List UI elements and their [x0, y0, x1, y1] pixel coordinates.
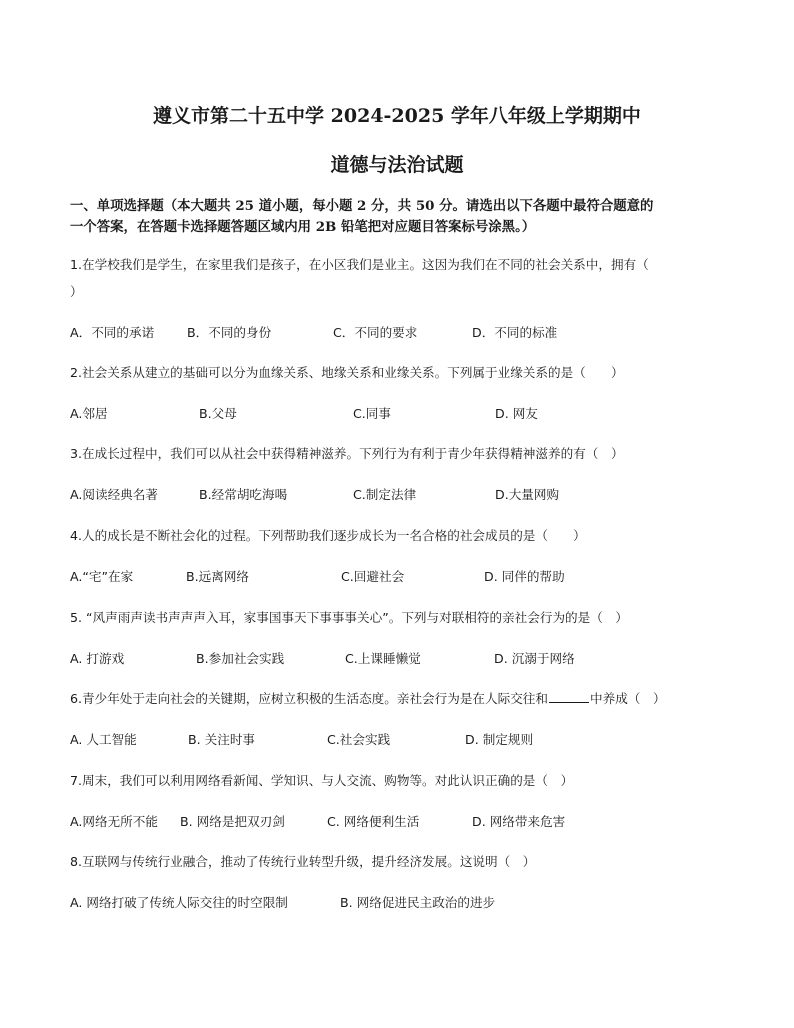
question-8-stem: 8.互联网与传统行业融合，推动了传统行业转型升级，提升经济发展。这说明（ ）: [70, 854, 536, 869]
question-3-option-d: D.大量网购: [495, 487, 560, 502]
question-4-option-b: B.远离网络: [186, 569, 250, 584]
question-7-option-a: A.网络无所不能: [70, 814, 158, 829]
question-6-option-b: B. 关注时事: [188, 732, 256, 747]
question-6-option-a: A. 人工智能: [70, 732, 137, 747]
question-5-option-a: A. 打游戏: [70, 651, 125, 666]
question-7-stem: 7.周末，我们可以利用网络看新闻、学知识、与人交流、购物等。对此认识正确的是（ ）: [70, 773, 574, 788]
question-2-option-d: D. 网友: [495, 406, 538, 421]
question-5-stem: 5. “风声雨声读书声声声入耳，家事国事天下事事事关心”。下列与对联相符的亲社会行为的是（ ）: [70, 610, 629, 625]
question-6-stem: [70, 690, 666, 708]
question-4-option-a: A.“宅”在家: [70, 569, 134, 584]
question-6-option-c: C.社会实践: [327, 732, 391, 747]
question-1-option-a: A．不同的承诺: [70, 325, 155, 340]
question-4-option-d: D. 同伴的帮助: [484, 569, 565, 584]
answer-blank: [549, 690, 589, 703]
question-4-stem: 4.人的成长是不断社会化的过程。下列帮助我们逐步成长为一名合格的社会成员的是（ ）: [70, 528, 586, 543]
question-4-option-c: C.回避社会: [341, 569, 405, 584]
question-2-stem: 2.社会关系从建立的基础可以分为血缘关系、地缘关系和业缘关系。下列属于业缘关系的是（ ）: [70, 365, 624, 380]
question-7-option-d: D. 网络带来危害: [472, 814, 566, 829]
question-5-option-d: D. 沉溺于网络: [494, 651, 575, 666]
question-2-option-b: B.父母: [199, 406, 237, 421]
question-3-stem: 3.在成长过程中，我们可以从社会中获得精神滋养。下列行为有利于青少年获得精神滋养的有（ ）: [70, 446, 624, 461]
question-8-option-a: A. 网络打破了传统人际交往的时空限制: [70, 895, 288, 910]
question-5-option-c: C.上课睡懒觉: [345, 651, 421, 666]
section-heading-line2: 一个答案，在答题卡选择题答题区域内用 2B 铅笔把对应题目答案标号涂黑。）: [70, 219, 536, 235]
question-7-option-b: B. 网络是把双刃剑: [180, 814, 285, 829]
question-6-stem-part1: 6.青少年处于走向社会的关键期，应树立积极的生活态度。亲社会行为是在人际交往和: [70, 691, 548, 706]
question-3-option-b: B.经常胡吃海喝: [199, 487, 288, 502]
question-1-stem: 1.在学校我们是学生，在家里我们是孩子，在小区我们是业主。这因为我们在不同的社会关系中，拥有（: [70, 257, 649, 272]
question-1-stem-cont: ）: [70, 284, 83, 299]
question-6-stem-part2: 中养成（ ）: [590, 691, 666, 706]
question-5-option-b: B.参加社会实践: [196, 651, 285, 666]
question-6-option-d: D. 制定规则: [465, 732, 534, 747]
question-1-option-d: D．不同的标准: [472, 325, 558, 340]
exam-title-line1: 遵义市第二十五中学 2024-2025 学年八年级上学期期中: [153, 105, 641, 127]
question-1-option-b: B．不同的身份: [187, 325, 272, 340]
question-2-option-a: A.邻居: [70, 406, 108, 421]
question-1-option-c: C．不同的要求: [333, 325, 418, 340]
question-3-option-a: A.阅读经典名著: [70, 487, 158, 502]
exam-title-line2: 道德与法治试题: [330, 154, 464, 176]
question-7-option-c: C. 网络便利生活: [327, 814, 420, 829]
question-8-option-b: B. 网络促进民主政治的进步: [340, 895, 496, 910]
section-heading-line1: 一、单项选择题（本大题共 25 道小题，每小题 2 分，共 50 分。请选出以下各题中最符合题意的: [70, 198, 654, 214]
question-3-option-c: C.制定法律: [353, 487, 417, 502]
question-2-option-c: C.同事: [353, 406, 391, 421]
